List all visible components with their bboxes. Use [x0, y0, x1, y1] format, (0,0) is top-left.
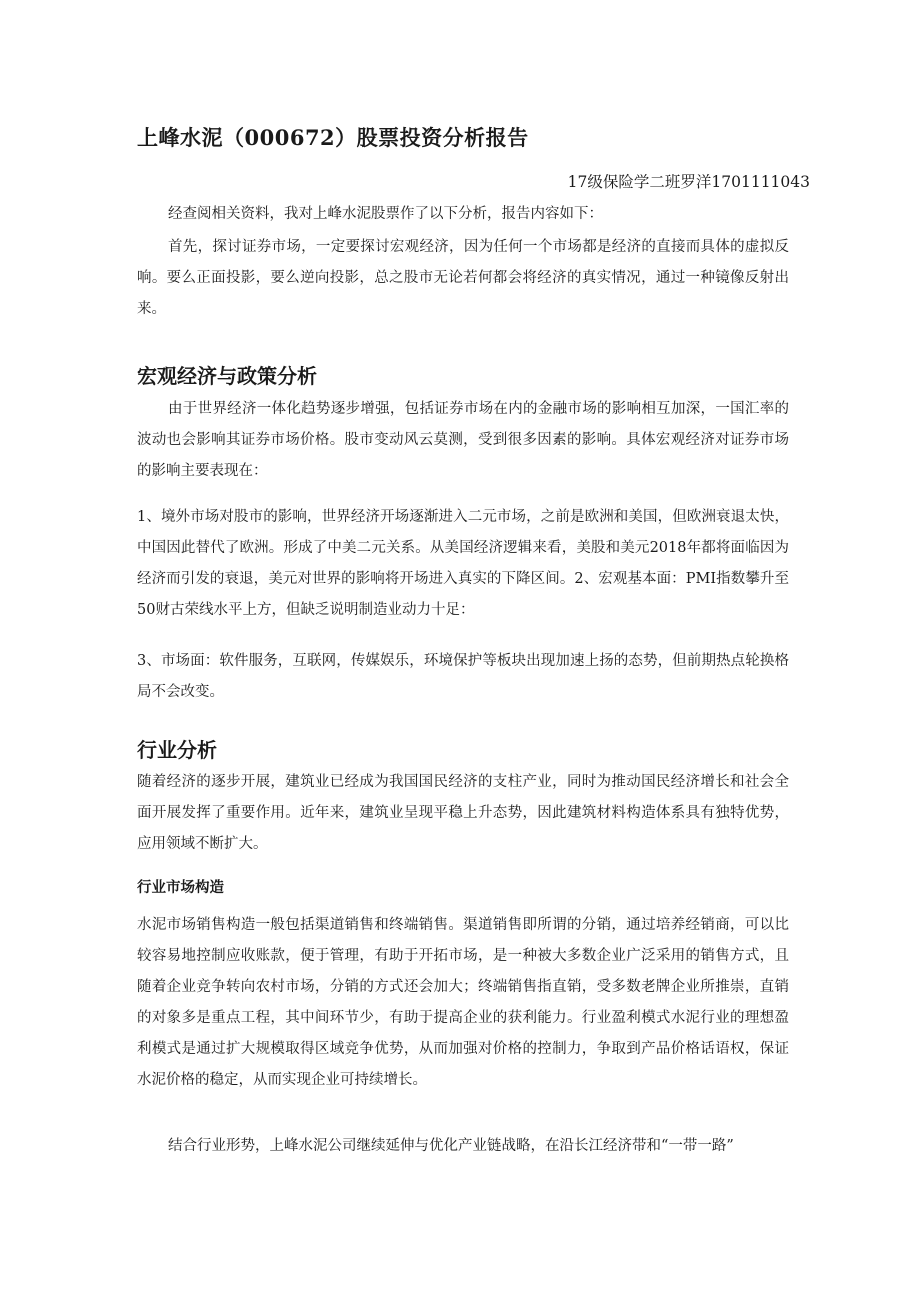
- paragraph-5: 随着经济的逐步开展，建筑业已经成为我国国民经济的支柱产业，同时为推动国民经济增长和社会全面开展发挥了重要作用。近年来，建筑业呈现平稳上升态势，因此建筑材料构造体系具有独特优势，应用领域不断扩大。: [137, 774, 789, 852]
- paragraph-4: 3、市场面：软件服务，互联网，传媒娱乐，环境保护等板块出现加速上扬的态势，但前期热点轮换格局不会改变。: [137, 653, 789, 700]
- section-heading-macro: 宏观经济与政策分析: [137, 364, 317, 388]
- author-line: 17级保险学二班罗洋1701111043: [567, 173, 810, 191]
- paragraph-7: 结合行业形势，上峰水泥公司继续延伸与优化产业链战略，在沿长江经济带和“一带一路”: [168, 1138, 734, 1154]
- intro-paragraph: 经查阅相关资料，我对上峰水泥股票作了以下分析，报告内容如下：: [168, 206, 603, 222]
- paragraph-1: 首先，探讨证券市场，一定要探讨宏观经济，因为任何一个市场都是经济的直接而具体的虚拟反响。要么正面投影，要么逆向投影，总之股市无论若何都会将经济的真实情况，通过一种镜像反射出来。: [137, 239, 789, 317]
- paragraph-2: 由于世界经济一体化趋势逐步增强，包括证券市场在内的金融市场的影响相互加深，一国汇率的波动也会影响其证券市场价格。股市变动风云莫测，受到很多因素的影响。具体宏观经济对证券市场的影响主要表现在：: [137, 401, 789, 479]
- section-heading-industry: 行业分析: [137, 738, 217, 762]
- paragraph-3: 1、境外市场对股市的影响，世界经济开场逐渐进入二元市场，之前是欧洲和美国，但欧洲衰退太快，中国因此替代了欧洲。形成了中美二元关系。从美国经济逻辑来看，美股和美元2018年都将面临因为经济而引发的衰退，美元对世界的影响将开场进入真实的下降区间。2、宏观基本面：PMI指数攀升至50财古荣线水平上方，但缺乏说明制造业动力十足：: [137, 509, 789, 618]
- report-title: 上峰水泥（000672）股票投资分析报告: [137, 125, 529, 150]
- paragraph-6: 水泥市场销售构造一般包括渠道销售和终端销售。渠道销售即所谓的分销，通过培养经销商，可以比较容易地控制应收账款，便于管理，有助于开拓市场，是一种被大多数企业广泛采用的销售方式，且随着企业竞争转向农村市场，分销的方式还会加大；终端销售指直销，受多数老牌企业所推崇，直销的对象多是重点工程，其中间环节少，有助于提高企业的获利能力。行业盈利模式水泥行业的理想盈利模式是通过扩大规模取得区域竞争优势，从而加强对价格的控制力，争取到产品价格话语权，保证水泥价格的稳定，从而实现企业可持续增长。: [137, 917, 789, 1088]
- subheading-market-structure: 行业市场构造: [137, 879, 224, 896]
